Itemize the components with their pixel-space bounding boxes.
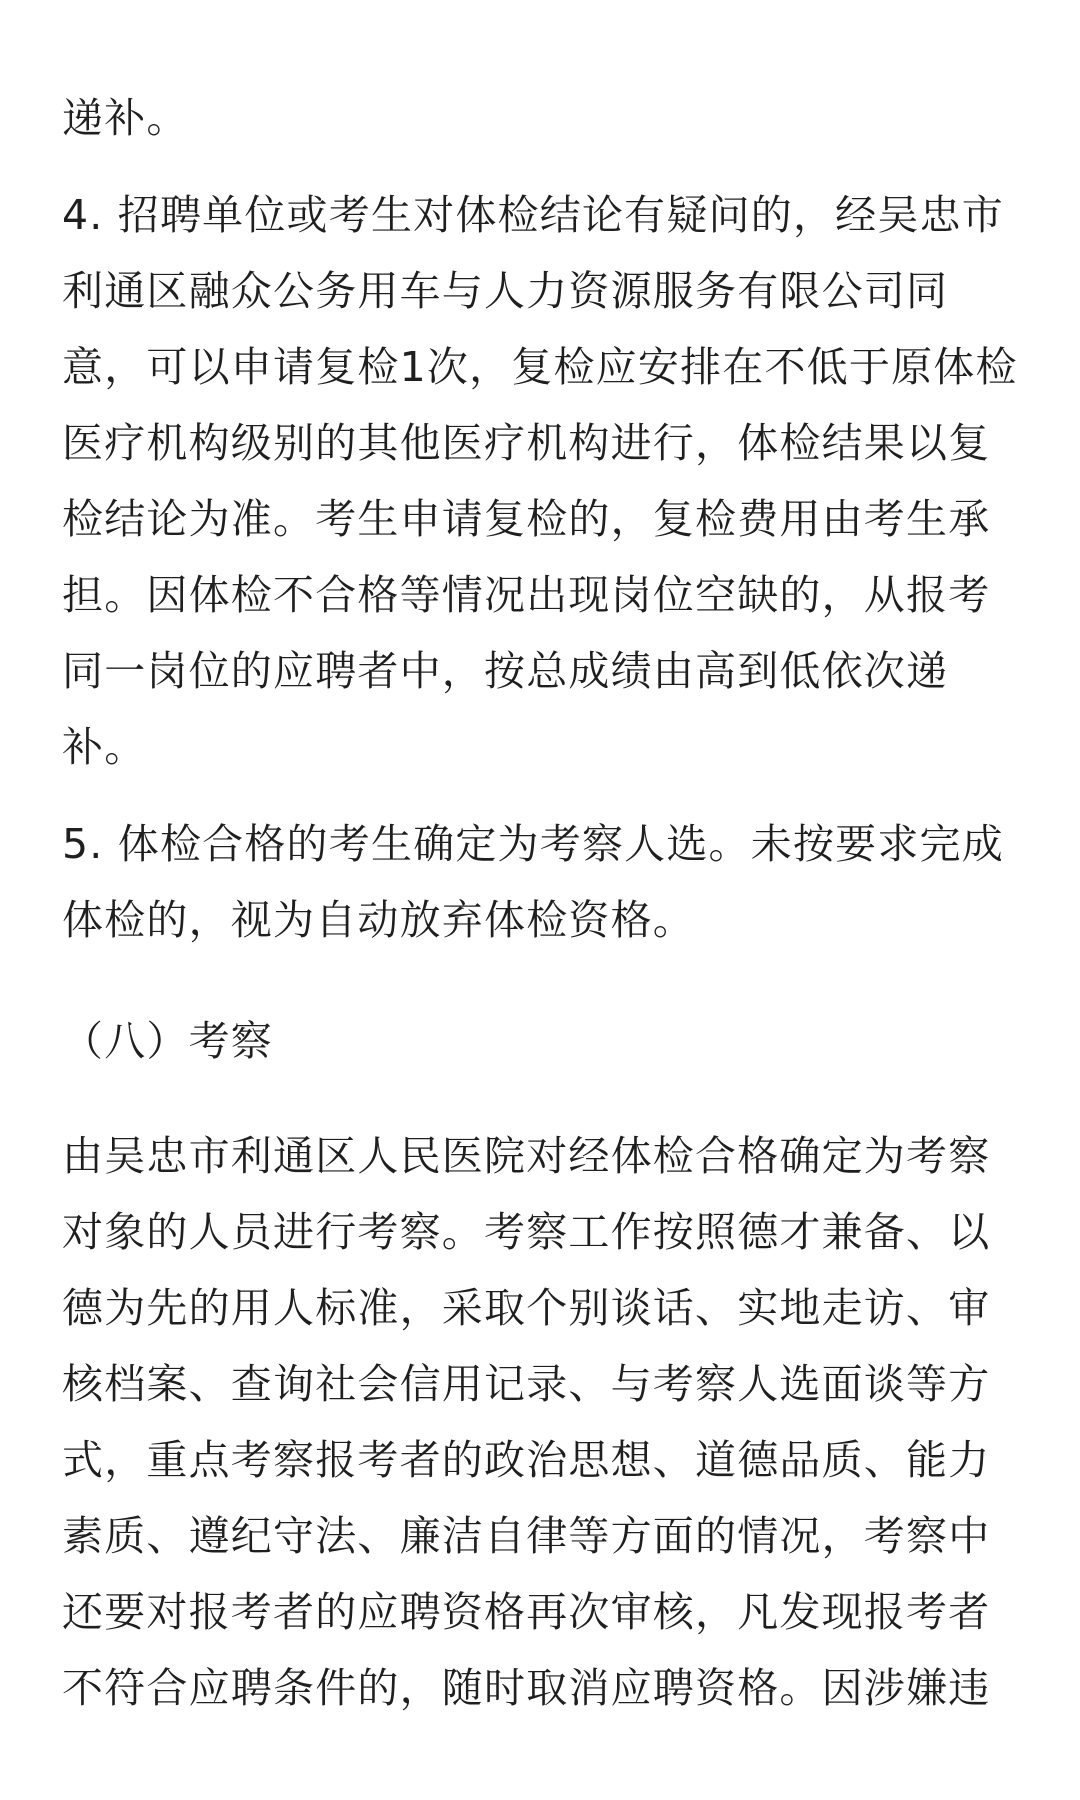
section-heading: （八）考察 (62, 1017, 273, 1065)
paragraph-section-body: 由吴忠市利通区人民医院对经体检合格确定为考察对象的人员进行考察。考察工作按照德才兼备、以德为先的用人标准，采取个别谈话、实地走访、审核档案、查询社会信用记录、与考察人选面谈等方式，重点考察报考者的政治思想、道德品质、能力素质、遵纪守法、廉洁自律等方面的情况，考察中还要对报考者的应聘资格再次审核，凡发现报考者不符合应聘条件的，随时取消应聘资格。因涉嫌违 (62, 1132, 991, 1712)
article-body (62, 0, 1022, 1800)
paragraph-item-5: 5. 体检合格的考生确定为考察人选。未按要求完成体检的，视为自动放弃体检资格。 (62, 820, 1004, 944)
paragraph-item-4: 4. 招聘单位或考生对体检结论有疑问的，经吴忠市利通区融众公务用车与人力资源服务有限公司同意，可以申请复检1次，复检应安排在不低于原体检医疗机构级别的其他医疗机构进行，体检结果以复检结论为准。考生申请复检的，复检费用由考生承担。因体检不合格等情况出现岗位空缺的，从报考同一岗位的应聘者中，按总成绩由高到低依次递补。 (62, 191, 1018, 771)
paragraph-continuation: 递补。 (62, 94, 189, 142)
